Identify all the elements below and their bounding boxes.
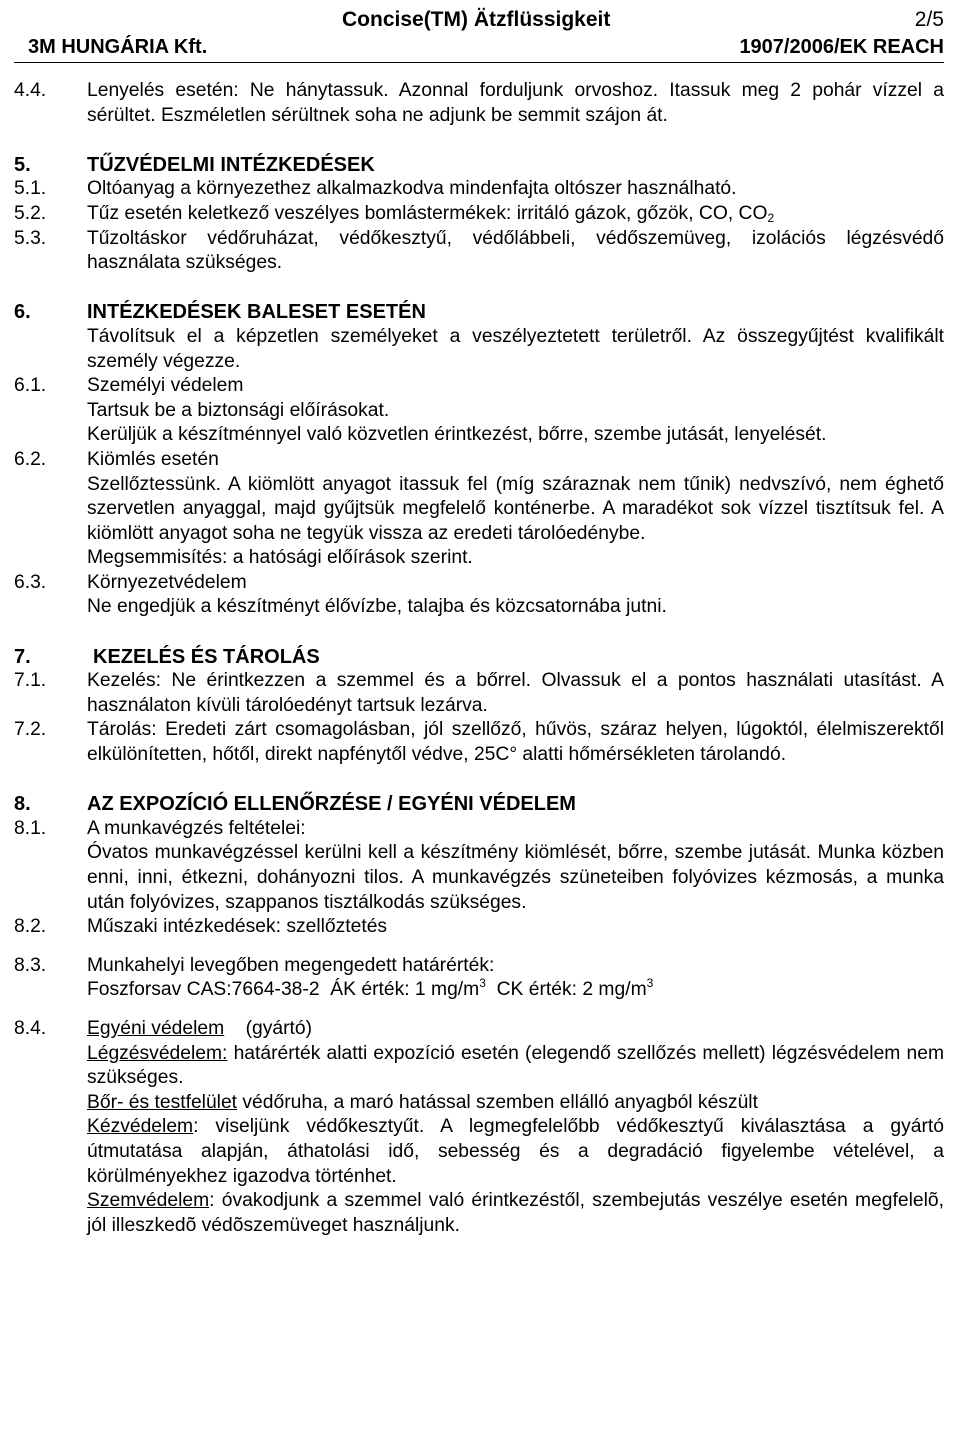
- section-7-1: [14, 669, 944, 718]
- section-text: Oltóanyag a környezethez alkalmazkodva mindenfajta oltószer használható.: [87, 178, 737, 200]
- skin-label: Bőr- és testfelület: [87, 1091, 238, 1113]
- section-5-3: [14, 227, 944, 276]
- section-number: 7.2.: [14, 719, 47, 741]
- subsection-title-row: [87, 1017, 944, 1042]
- section-text: Megsemmisítés: a hatósági előírások szerint.: [87, 547, 473, 569]
- section-8-heading: [14, 792, 944, 817]
- section-text: [87, 202, 944, 227]
- section-number: 6.: [14, 301, 31, 324]
- section-text-main: Tűz esetén keletkező veszélyes bomlástermékek: irritáló gázok, gőzök, CO, CO: [87, 202, 768, 224]
- document-page: [14, 8, 944, 1238]
- eye-label: Szemvédelem: [87, 1190, 210, 1212]
- subsection-note: (gyártó): [224, 1017, 313, 1039]
- subscript: 2: [767, 210, 775, 225]
- company-name: 3M HUNGÁRIA Kft.: [28, 36, 208, 58]
- section-5-1: [14, 177, 944, 202]
- respiratory-text: határérték alatti expozíció esetén (elegendő szellőzés mellett) légzésvédelem nem szükséges.: [87, 1042, 944, 1089]
- subsection-title: Környezetvédelem: [87, 571, 247, 593]
- product-title: Concise(TM) Ätzflüssigkeit: [342, 8, 611, 31]
- superscript: 3: [646, 976, 654, 991]
- section-title: KEZELÉS ÉS TÁROLÁS: [93, 645, 320, 668]
- section-5-heading: [14, 153, 944, 178]
- subsection-title: Kiömlés esetén: [87, 448, 219, 470]
- subsection-title: Egyéni védelem: [87, 1017, 225, 1039]
- section-8-3: [14, 954, 944, 1003]
- eye-protection: [87, 1189, 944, 1238]
- skin-protection: [87, 1091, 944, 1116]
- hand-text: : viseljünk védőkesztyűt. A legmegfelelőbb védőkesztyű kiválasztása a gyártó útmutatása alapján, áthatolási idő, sebesség és a degradáció figyelembe vételével, a körülményekhez igazodva történhet.: [87, 1116, 944, 1187]
- section-4-4: [14, 79, 944, 128]
- section-text: Kezelés: Ne érintkezzen a szemmel és a bőrrel. Olvassuk el a pontos használati utasítást. A használaton kívüli tárolóedényt tartsuk lezárva.: [87, 670, 944, 716]
- exposure-limits: [87, 978, 944, 1003]
- section-6-3: [14, 571, 944, 620]
- limit-ck: CK érték: 2 mg/m: [485, 979, 647, 1001]
- section-number: 6.3.: [14, 571, 47, 593]
- document-body: [14, 79, 944, 1238]
- section-text: Óvatos munkavégzéssel kerülni kell a készítmény kiömlését, bőrre, szembe jutását. Munka közben enni, inni, étkezni, dohányozni tilos. A munkavégzés szüneteiben folyóvizes kézmosás, a munka után folyóvizes, szappanos tisztálkodás szükséges.: [87, 842, 944, 913]
- limit-ak: Foszforsav CAS:7664-38-2 ÁK érték: 1 mg/m: [87, 979, 480, 1001]
- regulation-ref: 1907/2006/EK REACH: [739, 36, 944, 58]
- section-8-1: [14, 817, 944, 915]
- section-title: AZ EXPOZÍCIÓ ELLENŐRZÉSE / EGYÉNI VÉDELEM: [87, 793, 576, 816]
- skin-text: védőruha, a maró hatással szemben ellálló anyagból készült: [237, 1091, 758, 1113]
- section-7-2: [14, 718, 944, 767]
- section-6-1: [14, 374, 944, 448]
- section-text: Kerüljük a készítménnyel való közvetlen érintkezést, bőrre, szembe jutását, lenyelését.: [87, 424, 827, 446]
- section-text: Szellőztessünk. A kiömlött anyagot itassuk fel (míg száraznak nem tűnik) nedvszívó, nem éghető szervetlen anyaggal, majd gyűjtsük megfelelő konténerbe. A maradékot sok vízzel tisztítsuk fel. A kiömlött anyagot soha ne tegyük vissza az eredeti tárolóedénybe.: [87, 473, 944, 544]
- hand-label: Kézvédelem: [87, 1116, 194, 1138]
- respiratory-protection: [87, 1042, 944, 1091]
- section-text: Műszaki intézkedések: szellőztetés: [87, 916, 388, 938]
- section-number: 8.3.: [14, 954, 47, 976]
- section-number: 5.2.: [14, 202, 47, 224]
- section-number: 4.4.: [14, 80, 47, 101]
- section-number: 5.1.: [14, 178, 47, 200]
- section-6-2: [14, 448, 944, 571]
- section-number: 6.1.: [14, 375, 47, 397]
- section-number: 5.: [14, 153, 31, 176]
- section-text: Távolítsuk el a képzetlen személyeket a veszélyeztetett területről. Az összegyűjtést kvalifikált személy végezze.: [87, 325, 944, 372]
- section-8-4: [14, 1017, 944, 1238]
- respiratory-label: Légzésvédelem:: [87, 1042, 228, 1064]
- section-text: Tűzoltáskor védőruházat, védőkesztyű, védőlábbeli, védőszemüveg, izolációs légzésvédő használata szükséges.: [87, 227, 944, 274]
- section-number: 8.: [14, 793, 31, 816]
- eye-text: : óvakodjunk a szemmel való érintkezéstől, szembejutás veszélye esetén megfelelõ, jól illeszkedõ védõszemüveget használjunk.: [87, 1190, 944, 1236]
- section-number: 7.: [14, 645, 31, 668]
- section-8-2: [14, 915, 944, 940]
- page-header: [14, 8, 944, 63]
- subsection-title: A munkavégzés feltételei:: [87, 817, 306, 839]
- section-number: 7.1.: [14, 670, 47, 692]
- superscript: 3: [479, 976, 486, 991]
- section-title: TŰZVÉDELMI INTÉZKEDÉSEK: [87, 153, 375, 176]
- subsection-title: Személyi védelem: [87, 375, 244, 397]
- section-number: 8.4.: [14, 1017, 47, 1039]
- section-text: Lenyelés esetén: Ne hánytassuk. Azonnal forduljunk orvoshoz. Itassuk meg 2 pohár vízzel a sérültet. Eszméletlen sérültnek soha ne adjunk be semmit szájon át.: [87, 80, 944, 126]
- subsection-title: Munkahelyi levegőben megengedett határérték:: [87, 954, 495, 976]
- section-text: Tartsuk be a biztonsági előírásokat.: [87, 399, 390, 421]
- page-number: 2/5: [914, 8, 944, 31]
- hand-protection: [87, 1115, 944, 1189]
- section-5-2: [14, 202, 944, 227]
- section-text: Ne engedjük a készítményt élővízbe, talajba és közcsatornába jutni.: [87, 596, 667, 618]
- section-number: 5.3.: [14, 227, 47, 249]
- section-number: 8.2.: [14, 916, 47, 938]
- section-6-intro: [14, 325, 944, 374]
- section-number: 8.1.: [14, 817, 47, 839]
- section-7-heading: [14, 645, 944, 670]
- section-title: INTÉZKEDÉSEK BALESET ESETÉN: [87, 301, 426, 324]
- section-text: Tárolás: Eredeti zárt csomagolásban, jól szellőző, hűvös, száraz helyen, lúgoktól, élelmiszerektől elkülönítetten, hőtől, direkt napfénytől védve, 25C° alatti hőmérsékleten tárolandó.: [87, 719, 944, 766]
- section-number: 6.2.: [14, 448, 47, 470]
- section-6-heading: [14, 300, 944, 325]
